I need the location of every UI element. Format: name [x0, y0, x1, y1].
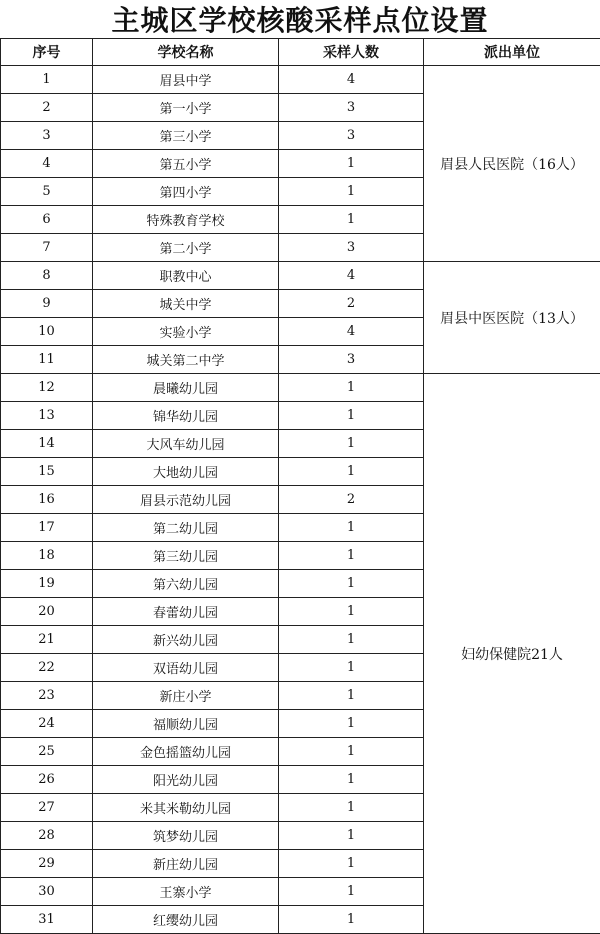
school-name: 金色摇篮幼儿园 — [93, 738, 279, 766]
sample-count: 1 — [279, 822, 424, 850]
school-name: 锦华幼儿园 — [93, 402, 279, 430]
sample-count: 1 — [279, 402, 424, 430]
sample-count: 1 — [279, 374, 424, 402]
sample-count: 1 — [279, 710, 424, 738]
school-name: 眉县中学 — [93, 66, 279, 94]
table-row — [1, 374, 600, 402]
sample-count: 1 — [279, 906, 424, 934]
row-number: 29 — [1, 850, 93, 878]
row-number: 23 — [1, 682, 93, 710]
school-name: 眉县示范幼儿园 — [93, 486, 279, 514]
row-number: 7 — [1, 234, 93, 262]
sample-count: 1 — [279, 598, 424, 626]
row-number: 27 — [1, 794, 93, 822]
sample-count: 1 — [279, 626, 424, 654]
row-number: 9 — [1, 290, 93, 318]
sample-count: 3 — [279, 234, 424, 262]
row-number: 5 — [1, 178, 93, 206]
school-name: 王寨小学 — [93, 878, 279, 906]
school-name: 春蕾幼儿园 — [93, 598, 279, 626]
school-name: 新庄小学 — [93, 682, 279, 710]
sample-count: 1 — [279, 766, 424, 794]
header-dispatch-unit: 派出单位 — [424, 39, 600, 66]
row-number: 22 — [1, 654, 93, 682]
table-row — [1, 66, 600, 94]
school-name: 米其米勒幼儿园 — [93, 794, 279, 822]
school-name: 第四小学 — [93, 178, 279, 206]
row-number: 14 — [1, 430, 93, 458]
row-number: 30 — [1, 878, 93, 906]
school-name: 红缨幼儿园 — [93, 906, 279, 934]
sample-count: 1 — [279, 430, 424, 458]
sample-count: 1 — [279, 206, 424, 234]
school-name: 第二小学 — [93, 234, 279, 262]
sample-count: 1 — [279, 458, 424, 486]
dispatch-unit: 妇幼保健院21人 — [424, 374, 600, 934]
row-number: 18 — [1, 542, 93, 570]
header-sample-count: 采样人数 — [279, 39, 424, 66]
row-number: 2 — [1, 94, 93, 122]
school-name: 城关第二中学 — [93, 346, 279, 374]
sample-count: 1 — [279, 654, 424, 682]
row-number: 3 — [1, 122, 93, 150]
header-school-name: 学校名称 — [93, 39, 279, 66]
school-name: 第二幼儿园 — [93, 514, 279, 542]
row-number: 24 — [1, 710, 93, 738]
sample-count: 3 — [279, 122, 424, 150]
header-number: 序号 — [1, 39, 93, 66]
sampling-sites-table — [0, 38, 600, 934]
sample-count: 1 — [279, 514, 424, 542]
school-name: 大地幼儿园 — [93, 458, 279, 486]
row-number: 25 — [1, 738, 93, 766]
school-name: 实验小学 — [93, 318, 279, 346]
row-number: 21 — [1, 626, 93, 654]
dispatch-unit: 眉县中医医院（13人） — [424, 262, 600, 374]
school-name: 福顺幼儿园 — [93, 710, 279, 738]
row-number: 1 — [1, 66, 93, 94]
sample-count: 1 — [279, 878, 424, 906]
row-number: 17 — [1, 514, 93, 542]
row-number: 16 — [1, 486, 93, 514]
sample-count: 1 — [279, 794, 424, 822]
sample-count: 4 — [279, 318, 424, 346]
row-number: 28 — [1, 822, 93, 850]
sample-count: 1 — [279, 150, 424, 178]
row-number: 8 — [1, 262, 93, 290]
sample-count: 3 — [279, 346, 424, 374]
sample-count: 1 — [279, 178, 424, 206]
school-name: 大风车幼儿园 — [93, 430, 279, 458]
row-number: 10 — [1, 318, 93, 346]
table-header-row — [1, 39, 600, 66]
table-row — [1, 262, 600, 290]
table-body — [1, 66, 600, 934]
school-name: 职教中心 — [93, 262, 279, 290]
sample-count: 1 — [279, 738, 424, 766]
row-number: 4 — [1, 150, 93, 178]
school-name: 阳光幼儿园 — [93, 766, 279, 794]
sample-count: 3 — [279, 94, 424, 122]
school-name: 第三小学 — [93, 122, 279, 150]
sample-count: 1 — [279, 542, 424, 570]
row-number: 6 — [1, 206, 93, 234]
row-number: 19 — [1, 570, 93, 598]
row-number: 12 — [1, 374, 93, 402]
sample-count: 1 — [279, 850, 424, 878]
page-title: 主城区学校核酸采样点位设置 — [111, 4, 489, 37]
row-number: 26 — [1, 766, 93, 794]
dispatch-unit: 眉县人民医院（16人） — [424, 66, 600, 262]
row-number: 13 — [1, 402, 93, 430]
school-name: 筑梦幼儿园 — [93, 822, 279, 850]
school-name: 新兴幼儿园 — [93, 626, 279, 654]
school-name: 晨曦幼儿园 — [93, 374, 279, 402]
sample-count: 4 — [279, 262, 424, 290]
sample-count: 4 — [279, 66, 424, 94]
row-number: 31 — [1, 906, 93, 934]
school-name: 第五小学 — [93, 150, 279, 178]
row-number: 20 — [1, 598, 93, 626]
school-name: 城关中学 — [93, 290, 279, 318]
school-name: 第一小学 — [93, 94, 279, 122]
school-name: 特殊教育学校 — [93, 206, 279, 234]
sample-count: 2 — [279, 290, 424, 318]
school-name: 双语幼儿园 — [93, 654, 279, 682]
row-number: 11 — [1, 346, 93, 374]
school-name: 第三幼儿园 — [93, 542, 279, 570]
sample-count: 1 — [279, 682, 424, 710]
sample-count: 1 — [279, 570, 424, 598]
school-name: 新庄幼儿园 — [93, 850, 279, 878]
sample-count: 2 — [279, 486, 424, 514]
row-number: 15 — [1, 458, 93, 486]
school-name: 第六幼儿园 — [93, 570, 279, 598]
